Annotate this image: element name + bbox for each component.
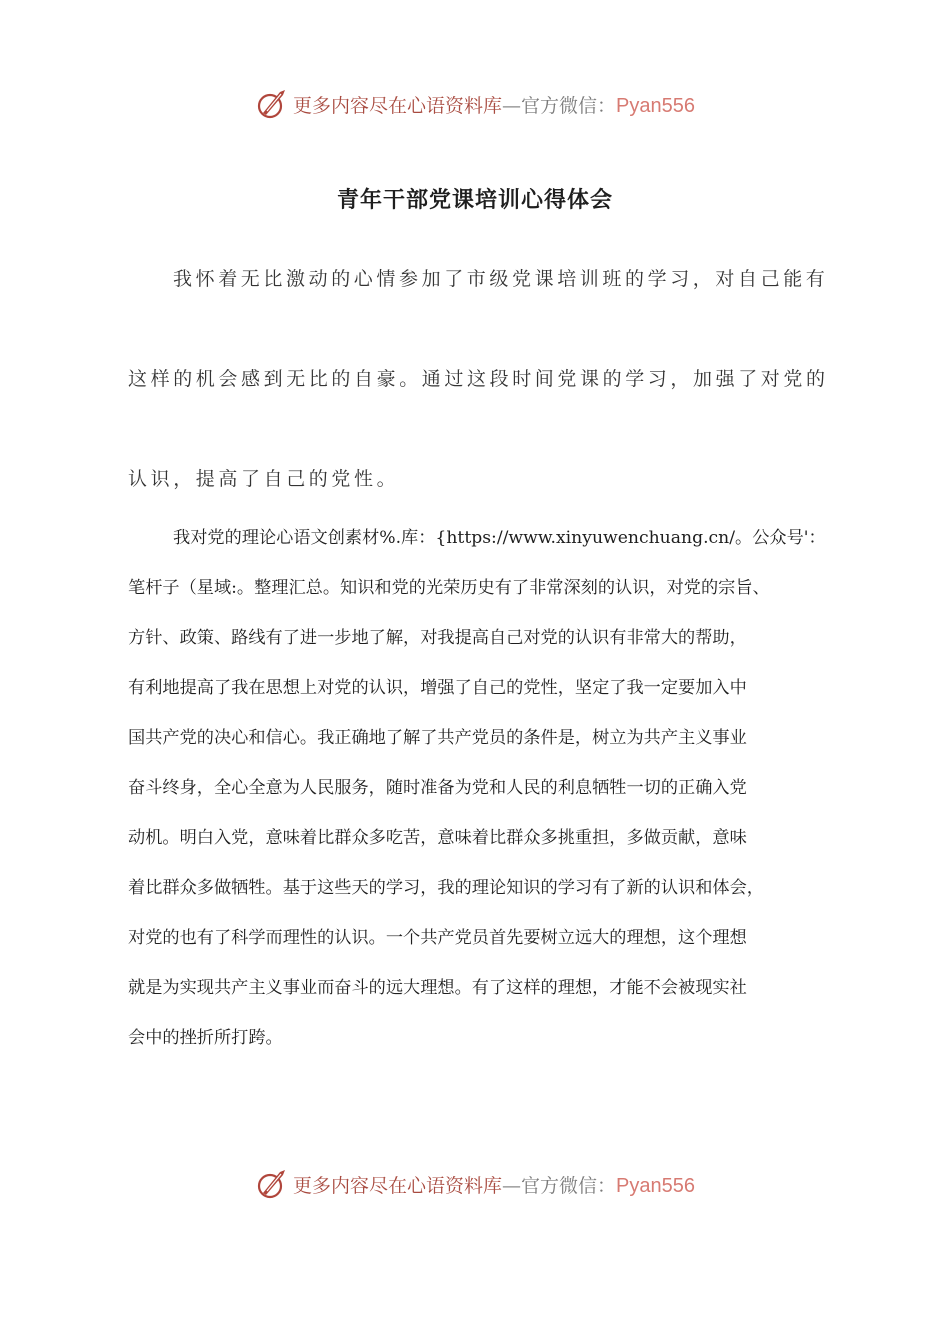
paragraph-line: 动机。明白入党，意味着比群众多吃苦，意味着比群众多挑重担，多做贡献，意味	[128, 828, 747, 848]
paragraph-line: 认识，提高了自己的党性。	[128, 468, 400, 490]
paragraph-line: 有利地提高了我在思想上对党的认识，增强了自己的党性，坚定了我一定要加入中	[128, 678, 747, 698]
banner-slogan: 更多内容尽在心语资料库	[293, 1174, 503, 1197]
paragraph-line: 笔杆子（星域:。整理汇总。知识和党的光荣历史有了非常深刻的认识，对党的宗旨、	[128, 578, 770, 598]
footer-banner	[0, 1164, 950, 1204]
paragraph-line: 会中的挫折所打跨。	[128, 1028, 283, 1048]
header-banner	[0, 84, 950, 124]
banner-wechat-id: Pyan556	[616, 94, 695, 117]
paragraph-line: 方针、政策、路线有了进一步地了解，对我提高自己对党的认识有非常大的帮助，	[128, 628, 747, 648]
banner-dash: —	[502, 1174, 522, 1197]
paragraph-line: 着比群众多做牺牲。基于这些天的学习，我的理论知识的学习有了新的认识和体会，	[128, 878, 764, 898]
quill-pen-circle-icon	[255, 1167, 289, 1201]
quill-pen-circle-icon	[255, 87, 289, 121]
banner-dash: —	[502, 94, 522, 117]
paragraph-body	[128, 518, 838, 1068]
paragraph-line: 我怀着无比激动的心情参加了市级党课培训班的学习，对自己能有	[173, 268, 829, 290]
banner-slogan: 更多内容尽在心语资料库	[293, 94, 503, 117]
banner-text	[293, 91, 695, 118]
paragraph-line: 对党的也有了科学而理性的认识。一个共产党员首先要树立远大的理想，这个理想	[128, 928, 747, 948]
paragraph-line: 我对党的理论心语文创素材%.库：{https://www.xinyuwenchuang.cn/。公众号'：	[173, 528, 826, 548]
paragraph-line: 这样的机会感到无比的自豪。通过这段时间党课的学习，加强了对党的	[128, 368, 829, 390]
paragraph-line: 就是为实现共产主义事业而奋斗的远大理想。有了这样的理想，才能不会被现实社	[128, 978, 747, 998]
banner-wechat-label: 官方微信：	[521, 94, 617, 117]
document-title: 青年干部党课培训心得体会	[336, 187, 613, 213]
banner-wechat-id: Pyan556	[616, 1174, 695, 1197]
banner-wechat-label: 官方微信：	[521, 1174, 617, 1197]
paragraph-line: 奋斗终身，全心全意为人民服务，随时准备为党和人民的利息牺牲一切的正确入党	[128, 778, 747, 798]
paragraph-line: 国共产党的决心和信心。我正确地了解了共产党员的条件是，树立为共产主义事业	[128, 728, 747, 748]
banner-text	[293, 1171, 695, 1198]
